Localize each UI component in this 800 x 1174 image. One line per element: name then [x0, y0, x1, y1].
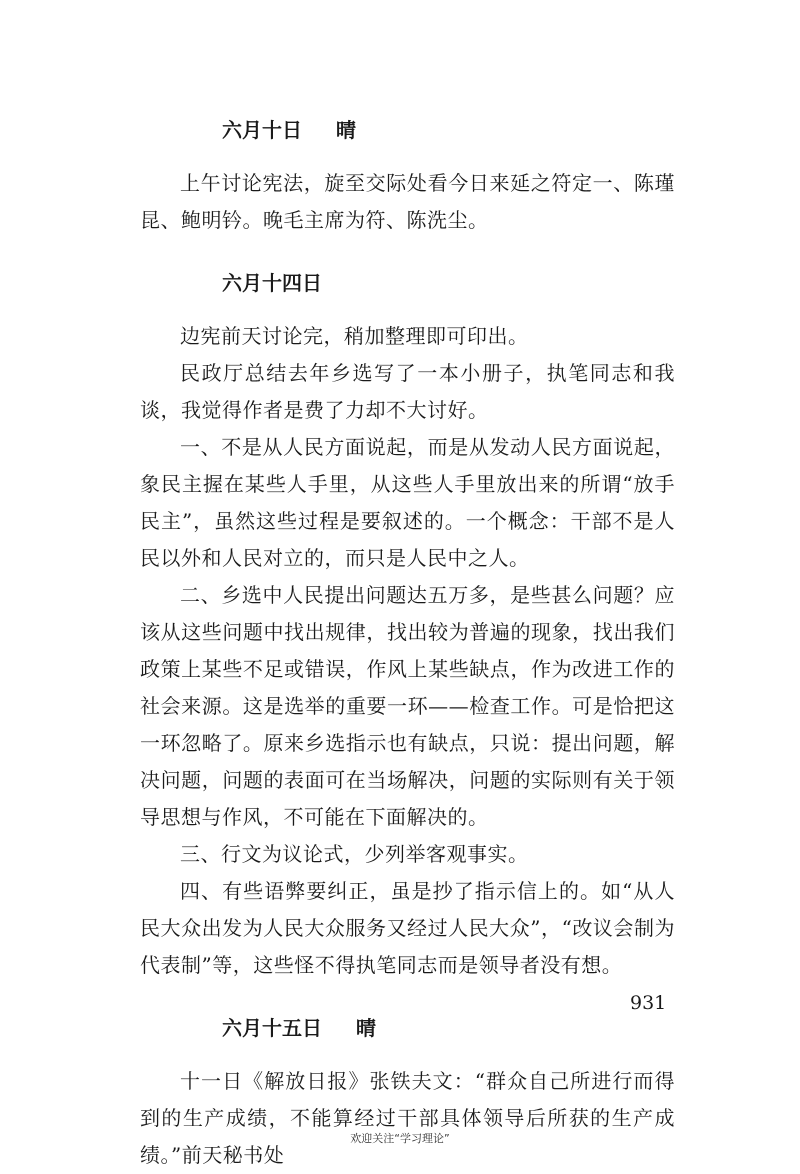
entry-date: 六月十日 — [222, 118, 302, 142]
footer-note: 欢迎关注“学习理论” — [350, 1132, 450, 1145]
entry-weather: 晴 — [336, 118, 356, 142]
entry-heading-june-14 — [140, 265, 675, 301]
entry-date: 六月十四日 — [222, 271, 322, 295]
diary-content — [140, 112, 675, 1174]
paragraph: 民政厅总结去年乡选写了一本小册子，执笔同志和我谈，我觉得作者是费了力却不大讨好。 — [140, 361, 675, 422]
paragraph: 边宪前天讨论完，稍加整理即可印出。 — [180, 324, 529, 348]
paragraph: 二、乡选中人民提出问题达五万多，是些甚么问题？应该从这些问题中找出规律，找出较为普遍的现象，找出我们政策上某些不足或错误，作风上某些缺点，作为改进工作的社会来源。这是选举的重要一环——检查工作。可是恰把这一环忽略了。原来乡选指示也有缺点，只说：提出问题，解决问题，问题的表面可在当场解决，问题的实际则有关于领导思想与作风，不可能在下面解决的。 — [140, 583, 675, 829]
paragraph: 一、不是从人民方面说起，而是从发动人民方面说起，象民主握在某些人手里，从这些人手里放出来的所谓“放手民主”，虽然这些过程是要叙述的。一个概念：干部不是人民以外和人民对立的，而只是人民中之人。 — [140, 435, 675, 570]
paragraph: 十一日《解放日报》张铁夫文：“群众自己所进行而得到的生产成绩，不能算经过干部具体领导后所获的生产成绩。”前天秘书处 — [140, 1069, 675, 1167]
paragraph: 三、行文为议论式，少列举客观事实。 — [180, 842, 529, 866]
entry-heading-june-15 — [140, 1010, 675, 1046]
paragraph: 四、有些语弊要纠正，虽是抄了指示信上的。如“从人民大众出发为人民大众服务又经过人民大众”，“改议会制为代表制”等，这些怪不得执笔同志而是领导者没有想。 — [140, 879, 675, 977]
entry-heading-june-10 — [140, 112, 675, 148]
entry-date: 六月十五日 — [222, 1016, 322, 1040]
entry-weather: 晴 — [356, 1016, 376, 1040]
paragraph: 上午讨论宪法，旋至交际处看今日来延之符定一、陈瑾昆、鲍明钤。晚毛主席为符、陈洗尘。 — [140, 171, 675, 232]
page-number: 931 — [630, 992, 667, 1014]
